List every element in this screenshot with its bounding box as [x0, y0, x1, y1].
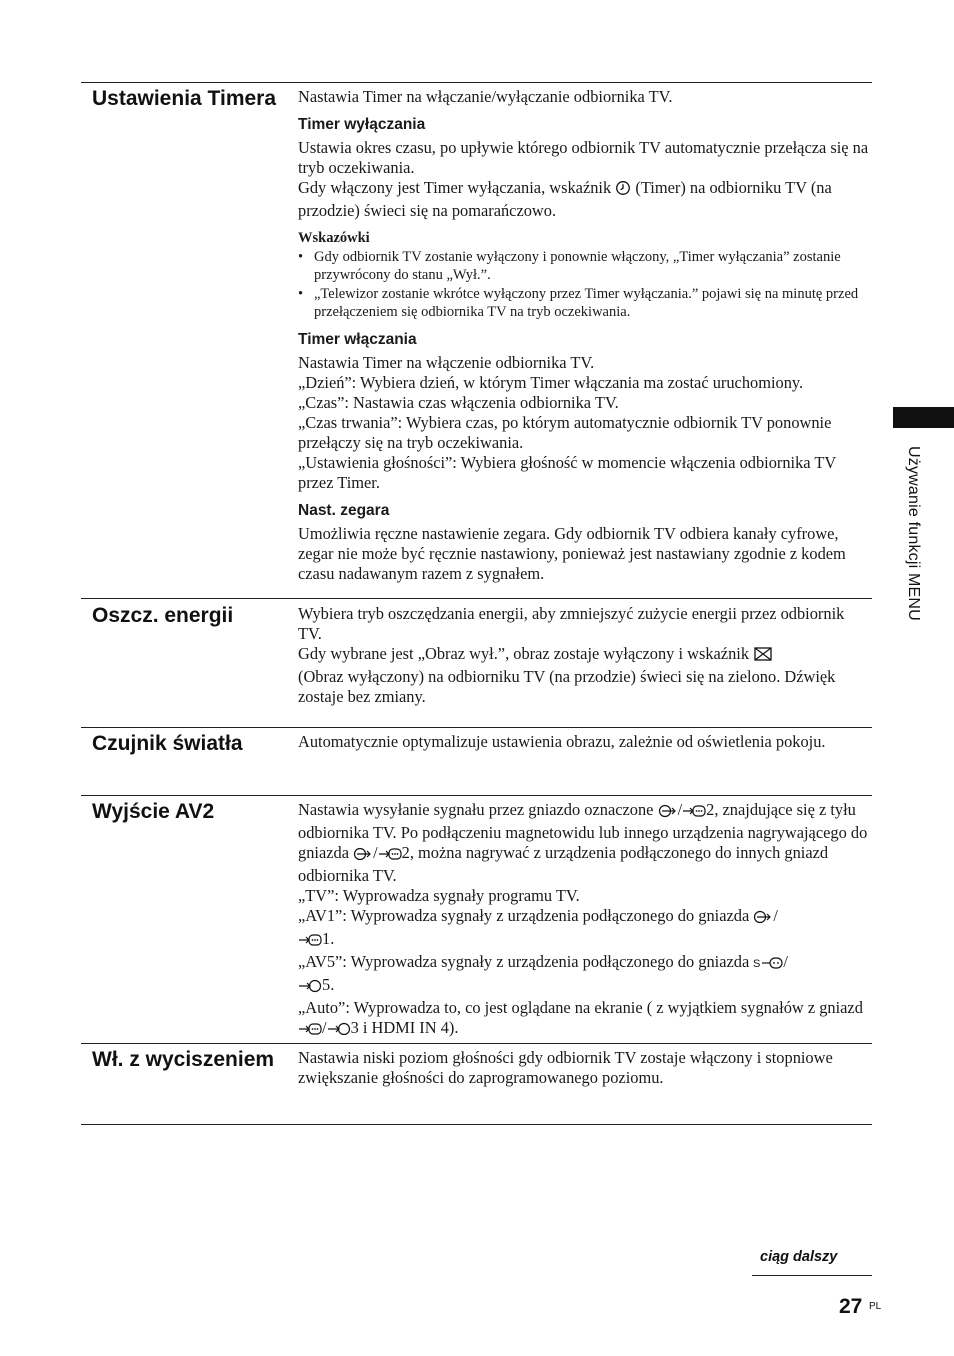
timer-icon — [615, 180, 631, 201]
input-jack-icon — [658, 803, 678, 823]
term-av2: Wyjście AV2 — [92, 800, 215, 823]
desc-timer — [298, 87, 870, 584]
energy-text: Wybiera tryb oszczędzania energii, aby zmniejszyć zużycie energii przez odbiornik TV. — [298, 604, 845, 643]
svg-text:S: S — [753, 958, 761, 970]
energy-text2 — [298, 644, 870, 707]
row-divider — [81, 598, 872, 599]
on-timer-line: Nastawia Timer na włączenie odbiornika TV. — [298, 353, 595, 372]
av2-text-c: 2, można nagrywać z urządzenia podłączonego do innych gniazd odbiornika TV. — [298, 843, 829, 885]
auto-text-a: „Auto”: Wyprowadza to, co jest oglądane na ekranie ( z wyjątkiem sygnałów z gniazd — [298, 998, 863, 1017]
section-side-label: Używanie funkcji MENU — [905, 446, 922, 621]
clock-text: Umożliwia ręczne nastawienie zegara. Gdy odbiornik TV odbiera kanały cyfrowe, zegar nie może być ręcznie nastawiony, ponieważ jest nastawiany zgodnie z kodem czasu nadawanym razem z sygnałem. — [298, 524, 846, 583]
hints-title: Wskazówki — [298, 230, 370, 246]
video-output-jack-icon — [327, 1021, 351, 1041]
hint-text: „Telewizor zostanie wkrótce wyłączony przez Timer wyłączania.” pojawi się na minutę przed przełączeniem się odbiornika TV na tryb oczekiwania. — [314, 286, 859, 320]
on-timer-title: Timer włączania — [298, 331, 417, 348]
av2-text-b: 2, znajdujące się z tyłu odbiornika TV. Po podłączeniu magnetowidu lub innego urządzenia nagrywającego do gniazda — [298, 800, 868, 862]
av2-av1: „AV1”: Wyprowadza sygnały z urządzenia podłączonego do gniazda / 1. — [298, 906, 870, 952]
av2-auto: „Auto”: Wyprowadza to, co jest oglądane na ekranie ( z wyjątkiem sygnałów z gniazd / 3 i HDMI IN 4). — [298, 998, 870, 1041]
sleep-text-b: (Timer) na odbiorniku TV (na przodzie) świeci się na pomarańczowo. — [298, 178, 832, 220]
on-timer-line: „Dzień”: Wybiera dzień, w którym Timer włączania ma zostać uruchomiony. — [298, 373, 804, 392]
av2-tv: „TV”: Wyprowadza sygnały programu TV. — [298, 886, 580, 905]
av5-text-a: „AV5”: Wyprowadza sygnały z urządzenia podłączonego do gniazda — [298, 952, 750, 971]
sleep-timer-text: Ustawia okres czasu, po upływie którego odbiornik TV automatycznie przełącza się na tryb oczekiwania. — [298, 138, 869, 177]
av1-text-a: „AV1”: Wyprowadza sygnały z urządzenia podłączonego do gniazda — [298, 906, 750, 925]
light-text: Automatycznie optymalizuje ustawienia obrazu, zależnie od oświetlenia pokoju. — [298, 732, 826, 751]
input-jack-icon — [353, 846, 373, 866]
timer-intro: Nastawia Timer na włączanie/wyłączanie odbiornika TV. — [298, 87, 673, 106]
continued-label: ciąg dalszy — [760, 1249, 838, 1265]
page-number: 27 — [839, 1295, 863, 1318]
s-video-jack-icon — [753, 955, 783, 975]
on-timer-line: „Czas trwania”: Wybiera czas, po którym automatycznie odbiornik TV ponownie przełączy się na tryb oczekiwania. — [298, 413, 832, 452]
desc-mute-on — [298, 1048, 870, 1088]
av1-text-b: 1. — [322, 929, 335, 948]
desc-light-sensor — [298, 732, 870, 752]
row-divider — [81, 82, 872, 83]
av2-av5: „AV5”: Wyprowadza sygnały z urządzenia podłączonego do gniazda S / 5. — [298, 952, 870, 998]
output-jack-icon — [378, 846, 402, 866]
av2-text-a: Nastawia wysyłanie sygnału przez gniazdo oznaczone — [298, 800, 654, 819]
term-timer: Ustawienia Timera — [92, 87, 277, 110]
term-light-sensor: Czujnik światła — [92, 732, 243, 755]
term-energy: Oszcz. energii — [92, 604, 234, 627]
section-tab-marker — [893, 407, 954, 428]
sleep-timer-title: Timer wyłączania — [298, 116, 426, 133]
desc-av2 — [298, 800, 870, 1041]
desc-energy — [298, 604, 870, 707]
output-jack-icon — [682, 803, 706, 823]
continued-rule — [752, 1275, 872, 1276]
energy-text-a: Gdy wybrane jest „Obraz wył.”, obraz zostaje wyłączony i wskaźnik — [298, 644, 750, 663]
input-jack-icon — [753, 909, 773, 929]
sleep-text-a: Gdy włączony jest Timer wyłączania, wskaźnik — [298, 178, 612, 197]
output-jack-icon — [298, 932, 322, 952]
list-item: • Gdy odbiornik TV zostanie wyłączony i ponownie włączony, „Timer wyłączania” zostanie przywrócony do stanu „Wył.”. — [298, 249, 841, 283]
output-jack-icon — [298, 1021, 322, 1041]
mute-text: Nastawia niski poziom głośności gdy odbiornik TV zostaje włączony i stopniowe zwiększanie głośności do zaprogramowanego poziomu. — [298, 1048, 833, 1087]
video-output-jack-icon — [298, 978, 322, 998]
term-mute-on: Wł. z wyciszeniem — [92, 1048, 275, 1071]
clock-title: Nast. zegara — [298, 502, 390, 519]
row-divider — [81, 1043, 872, 1044]
on-timer-line: „Ustawienia głośności”: Wybiera głośność w momencie włączenia odbiornika TV przez Timer. — [298, 453, 836, 492]
sleep-timer-text2 — [298, 178, 870, 221]
list-item: • „Telewizor zostanie wkrótce wyłączony przez Timer wyłączania.” pojawi się na minutę przed przełączeniem się odbiornika TV na tryb oczekiwania. — [298, 286, 859, 320]
av5-text-b: 5. — [322, 975, 335, 994]
picture-off-icon — [753, 646, 773, 667]
auto-text-b: 3 i HDMI IN 4). — [350, 1018, 459, 1037]
page-language: PL — [869, 1301, 882, 1312]
row-divider — [81, 727, 872, 728]
row-divider — [81, 1124, 872, 1125]
hint-text: Gdy odbiornik TV zostanie wyłączony i ponownie włączony, „Timer wyłączania” zostanie przywrócony do stanu „Wył.”. — [314, 249, 841, 283]
energy-text-b: (Obraz wyłączony) na odbiorniku TV (na przodzie) świeci się na zielono. Dźwięk zostaje bez zmiany. — [298, 667, 836, 706]
av2-text: Nastawia wysyłanie sygnału przez gniazdo oznaczone / 2, znajdujące się z tyłu odbiornika TV. Po podłączeniu magnetowidu lub innego urządzenia nagrywającego do gniazda / 2, można nagrywać z urządzenia podłączonego do innych gniazd odbiornika TV. — [298, 800, 868, 885]
on-timer-line: „Czas”: Nastawia czas włączenia odbiornika TV. — [298, 393, 619, 412]
row-divider — [81, 795, 872, 796]
hints-list — [298, 248, 870, 321]
